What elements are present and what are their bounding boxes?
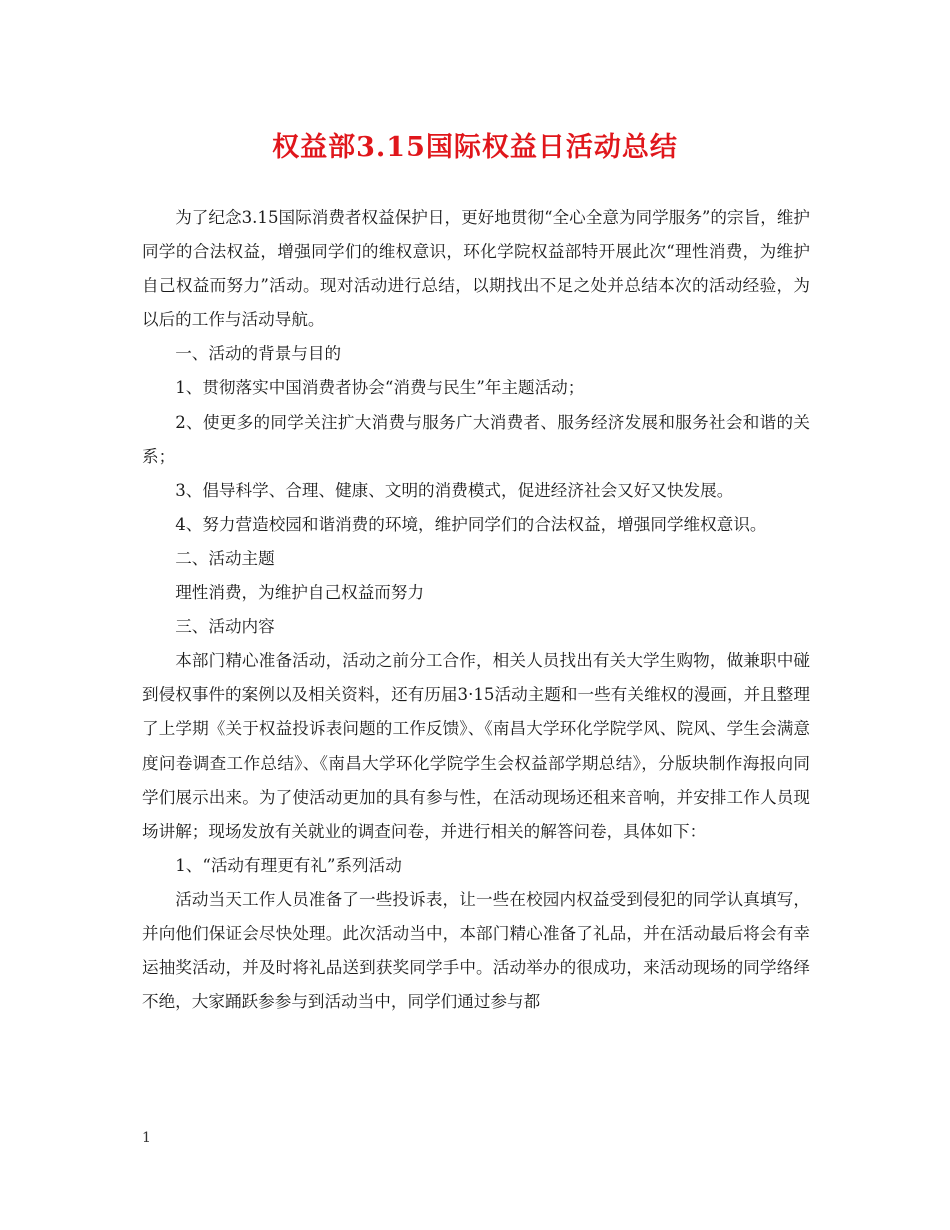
list-item: 2、使更多的同学关注扩大消费与服务广大消费者、服务经济发展和服务社会和谐的关系； — [142, 412, 810, 466]
section-heading: 三、活动内容 — [175, 617, 275, 637]
subsection-heading: 1、“活动有理更有礼”系列活动 — [175, 855, 402, 875]
document-body — [142, 201, 810, 1019]
section-heading: 二、活动主题 — [175, 548, 275, 568]
paragraph: 理性消费，为维护自己权益而努力 — [175, 583, 425, 603]
paragraph: 本部门精心准备活动，活动之前分工合作，相关人员找出有关大学生购物，做兼职中碰到侵权事件的案例以及相关资料，还有历届3·15活动主题和一些有关维权的漫画，并且整理了上学期《关于权益投诉表问题的工作反馈》、《南昌大学环化学院学风、院风、学生会满意度问卷调查工作总结》、《南昌大学环化学院学生会权益部学期总结》，分版块制作海报向同学们展示出来。为了使活动更加的具有参与性，在活动现场还租来音响，并安排工作人员现场讲解；现场发放有关就业的调查问卷，并进行相关的解答问卷，具体如下： — [142, 651, 810, 841]
list-item: 3、倡导科学、合理、健康、文明的消费模式，促进经济社会又好又快发展。 — [175, 480, 734, 500]
paragraph: 为了纪念3.15国际消费者权益保护日，更好地贯彻“全心全意为同学服务”的宗旨，维护同学的合法权益，增强同学们的维权意识，环化学院权益部特开展此次“理性消费，为维护自己权益而努力”活动。现对活动进行总结，以期找出不足之处并总结本次的活动经验，为以后的工作与活动导航。 — [142, 208, 810, 330]
list-item: 4、努力营造校园和谐消费的环境，维护同学们的合法权益，增强同学维权意识。 — [175, 514, 767, 534]
paragraph: 活动当天工作人员准备了一些投诉表，让一些在校园内权益受到侵犯的同学认真填写，并向他们保证会尽快处理。此次活动当中，本部门精心准备了礼品，并在活动最后将会有幸运抽奖活动，并及时将礼品送到获奖同学手中。活动举办的很成功，来活动现场的同学络绎不绝，大家踊跃参参与到活动当中，同学们通过参与都 — [142, 889, 810, 1012]
page-number: 1 — [142, 1130, 151, 1146]
section-heading: 一、活动的背景与目的 — [175, 344, 342, 364]
document-title: 权益部3.15国际权益日活动总结 — [272, 132, 678, 163]
list-item: 1、贯彻落实中国消费者协会“消费与民生”年主题活动； — [175, 378, 585, 398]
